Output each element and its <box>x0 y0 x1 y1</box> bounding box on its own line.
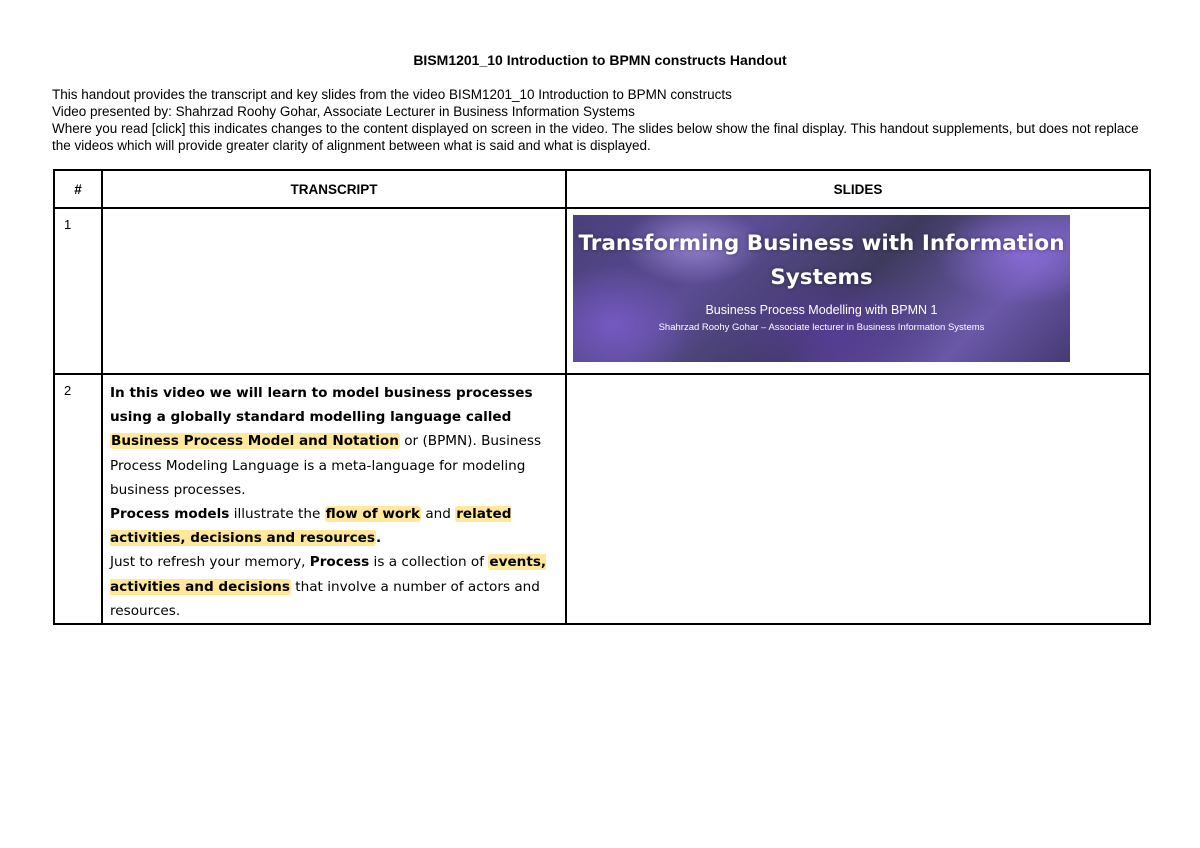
row-number: 1 <box>54 208 102 374</box>
table-row <box>54 374 1150 624</box>
slide-subtitle: Business Process Modelling with BPMN 1 <box>705 303 938 317</box>
intro-line-2: Video presented by: Shahrzad Roohy Gohar, Associate Lecturer in Business Information Systems <box>52 104 635 119</box>
header-transcript: TRANSCRIPT <box>102 170 566 208</box>
table-row <box>54 208 1150 374</box>
intro-line-1: This handout provides the transcript and key slides from the video BISM1201_10 Introduction to BPMN constructs <box>52 87 732 102</box>
intro-line-3: Where you read [click] this indicates changes to the content displayed on screen in the video. The slides below show the final display. This handout supplements, but does not replace the videos which will provide greater clarity of alignment between what is said and what is displayed. <box>52 121 1139 153</box>
transcript-cell <box>102 374 566 624</box>
bold-process-models: Process models <box>110 506 230 523</box>
transcript-text: and <box>421 506 456 523</box>
transcript-text: Just to refresh your memory, <box>110 554 310 571</box>
intro-text <box>52 86 1152 154</box>
handout-table <box>53 169 1151 625</box>
row-number: 2 <box>54 374 102 624</box>
bold-process: Process <box>309 554 370 571</box>
header-number: # <box>54 170 102 208</box>
highlight-related-activities: related activities, decisions and resources <box>110 506 512 547</box>
table-header-row <box>54 170 1150 208</box>
header-slides: SLIDES <box>566 170 1150 208</box>
transcript-text: . <box>375 530 382 547</box>
page-title: BISM1201_10 Introduction to BPMN constructs Handout <box>413 52 787 68</box>
slides-cell <box>566 208 1150 374</box>
transcript-cell <box>102 208 566 374</box>
slide-author: Shahrzad Roohy Gohar – Associate lecturer in Business Information Systems <box>658 322 985 333</box>
transcript-text: or (BPMN). Business Process Modeling Language is a meta-language for modeling business processes. <box>110 433 542 498</box>
highlight-flow-of-work: flow of work <box>325 506 420 523</box>
transcript-text: is a collection of <box>369 554 489 571</box>
slide-title: Transforming Business with Information Systems <box>578 231 1065 290</box>
highlight-bpmn: Business Process Model and Notation <box>111 433 399 450</box>
transcript-text: In this video we will learn to model business processes using a globally standard modelling language called <box>110 385 533 426</box>
transcript-text: that involve a number of actors and resources. <box>110 578 540 619</box>
transcript-text: illustrate the <box>229 506 325 523</box>
slide-thumbnail <box>573 215 1070 362</box>
slides-cell <box>566 374 1150 624</box>
highlight-events-activities: events, activities and decisions <box>110 554 547 595</box>
